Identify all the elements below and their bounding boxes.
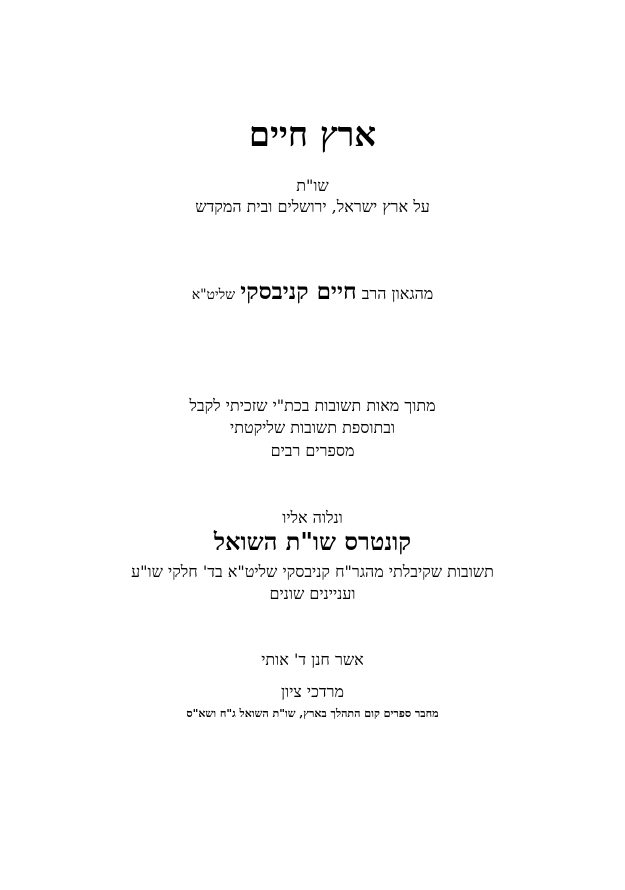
book-title: ארץ חיים bbox=[248, 115, 377, 155]
author-prefix: מהגאון הרב bbox=[361, 284, 434, 303]
source-line-3: מספרים רבים bbox=[270, 441, 355, 460]
compiler-thanks: אשר חנן ד' אותי bbox=[261, 650, 364, 669]
compiler-works: מחבר ספרים קום התהלך בארץ, שו"ת השואל ג"ח ושא"ס bbox=[186, 707, 439, 720]
book-subject: על ארץ ישראל, ירושלים ובית המקדש bbox=[195, 197, 430, 216]
appendix-intro: ונלוה אליו bbox=[282, 508, 343, 527]
appendix-title: קונטרס שו"ת השואל bbox=[213, 527, 412, 556]
source-line-2: ובתוספת תשובות שליקטתי bbox=[230, 418, 395, 437]
book-genre: שו"ת bbox=[296, 176, 329, 195]
author-name: חיים קניבסקי bbox=[240, 278, 357, 305]
compiler-name: מרדכי ציון bbox=[281, 682, 344, 701]
appendix-description-1: תשובות שקיבלתי מהגר"ח קניבסקי שליט"א בד' חלקי שו"ע bbox=[131, 562, 494, 581]
appendix-description-2: ועניינים שונים bbox=[269, 584, 356, 603]
author-suffix: שליט"א bbox=[191, 287, 236, 303]
author-line bbox=[0, 280, 625, 303]
source-line-1: מתוך מאות תשובות בכת"י שזכיתי לקבל bbox=[189, 396, 436, 415]
